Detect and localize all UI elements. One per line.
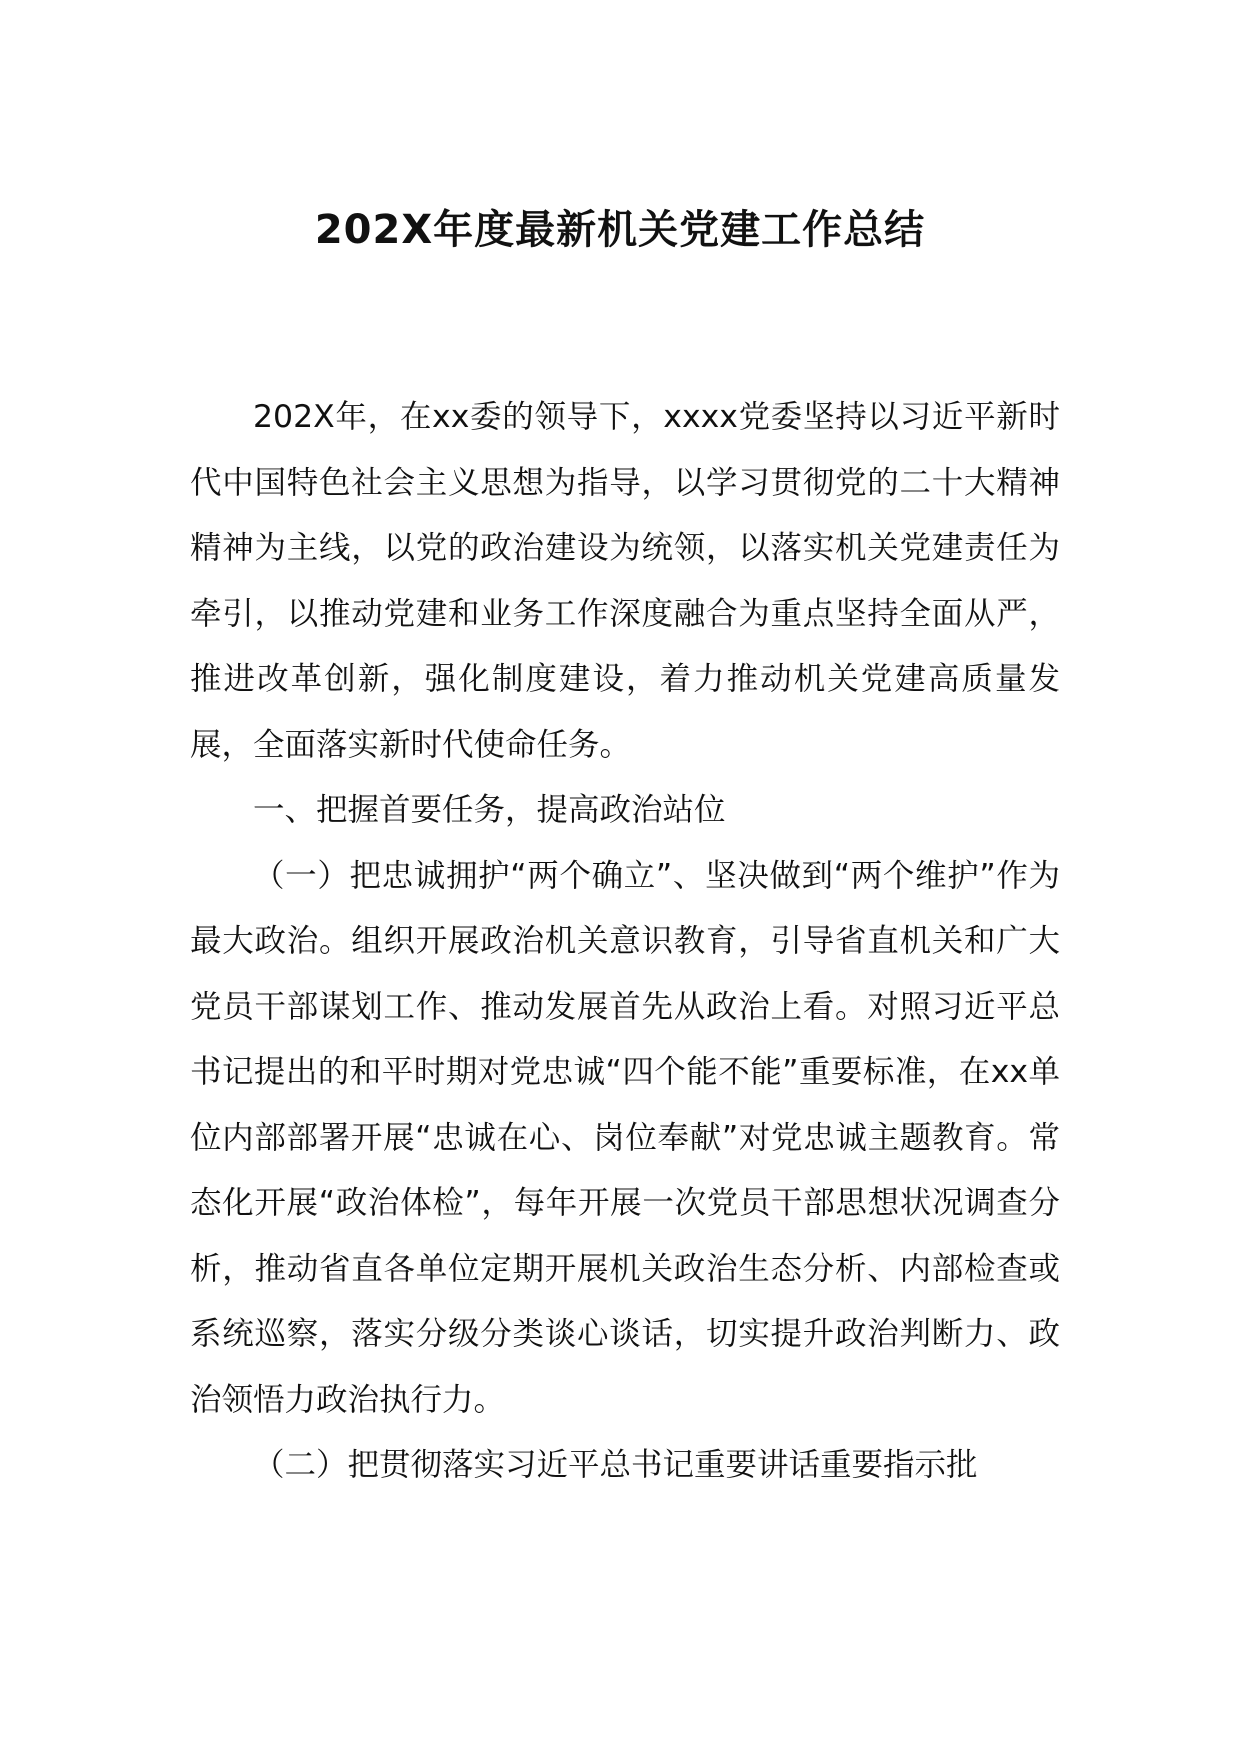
paragraph-subsection-2: （二）把贯彻落实习近平总书记重要讲话重要指示批 <box>253 1447 978 1483</box>
document-title: 202X年度最新机关党建工作总结 <box>314 207 926 253</box>
section-heading-1: 一、把握首要任务，提高政治站位 <box>253 792 726 828</box>
document-body <box>190 385 1060 1499</box>
paragraph-subsection-1: （一）把忠诚拥护“两个确立”、坚决做到“两个维护”作为最大政治。组织开展政治机关意识教育，引导省直机关和广大党员干部谋划工作、推动发展首先从政治上看。对照习近平总书记提出的和平时期对党忠诚“四个能不能”重要标准，在xx单位内部部署开展“忠诚在心、岗位奉献”对党忠诚主题教育。常态化开展“政治体检”，每年开展一次党员干部思想状况调查分析，推动省直各单位定期开展机关政治生态分析、内部检查或系统巡察，落实分级分类谈心谈话，切实提升政治判断力、政治领悟力政治执行力。 <box>190 857 1060 1418</box>
paragraph-intro: 202X年，在xx委的领导下，xxxx党委坚持以习近平新时代中国特色社会主义思想为指导，以学习贯彻党的二十大精神精神为主线，以党的政治建设为统领，以落实机关党建责任为牵引，以推动党建和业务工作深度融合为重点坚持全面从严，推进改革创新，强化制度建设，着力推动机关党建高质量发展，全面落实新时代使命任务。 <box>190 399 1060 763</box>
